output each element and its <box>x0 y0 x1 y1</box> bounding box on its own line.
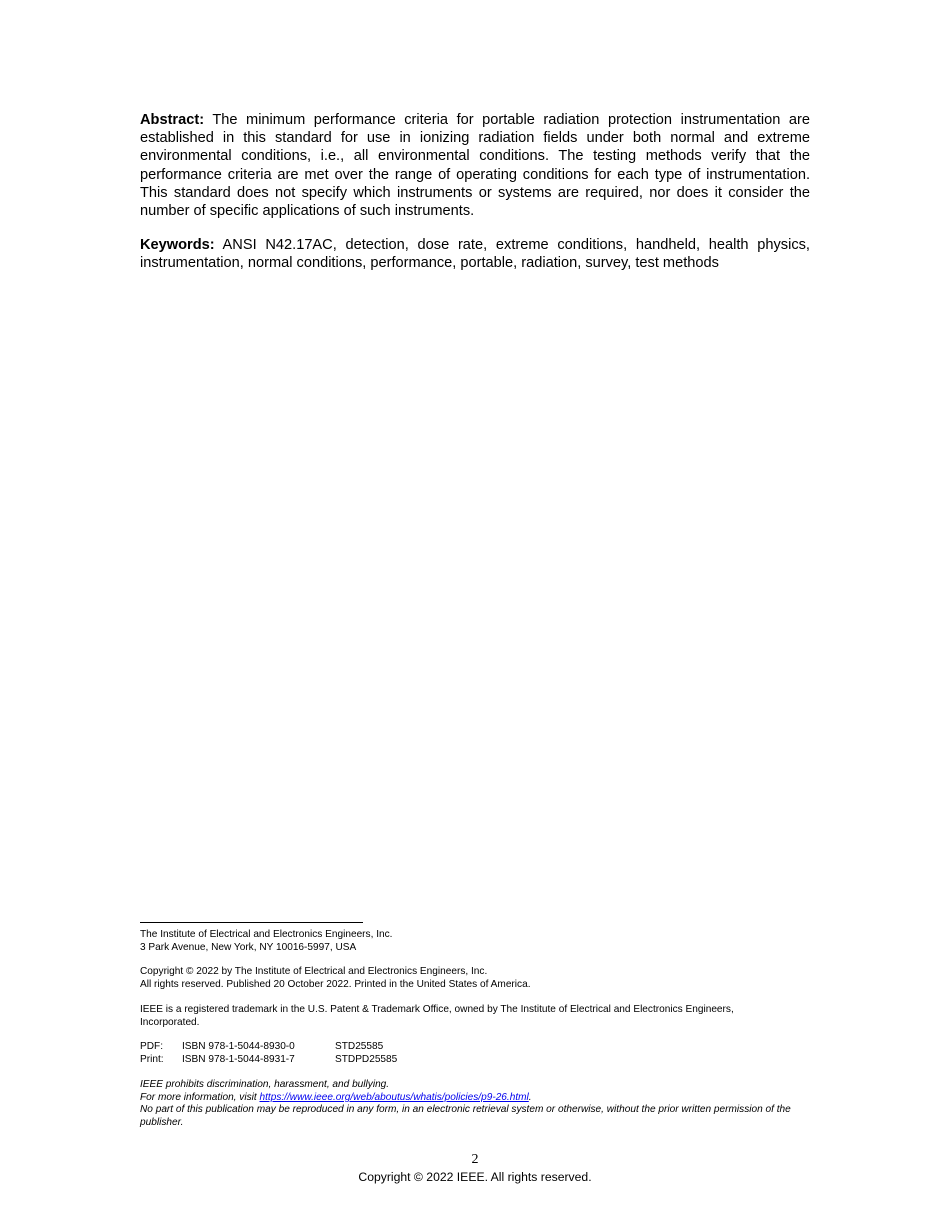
more-info-prefix: For more information, visit <box>140 1091 260 1103</box>
more-info-suffix: . <box>528 1091 532 1103</box>
isbn-number: ISBN 978-1-5044-8931-7 <box>182 1053 295 1065</box>
abstract-text: The minimum performance criteria for portable radiation protection instrumentation are established in this standard for use in ionizing radiation fields under both normal and extreme environmental conditions, i.e., all environmental conditions. The testing methods verify that the performance criteria are met over the range of operating conditions for each type of instrumentation. This standard does not specify which instruments or systems are required, nor does it consider the number of specific applications of such instruments. <box>140 112 810 220</box>
reproduction-notice: No part of this publication may be reproduced in any form, in an electronic retrieval system or otherwise, without the prior written permission of the publisher. <box>140 1104 791 1129</box>
copyright-notice <box>140 966 810 991</box>
trademark-notice <box>140 1004 740 1029</box>
keywords-text: ANSI N42.17AC, detection, dose rate, extreme conditions, handheld, health physics, instrumentation, normal conditions, performance, portable, radiation, survey, test methods <box>140 237 810 272</box>
abstract-label: Abstract: <box>140 112 205 128</box>
isbn-code: STD25585 <box>335 1041 384 1052</box>
copyright-line-2: All rights reserved. Published 20 October 2022. Printed in the United States of America. <box>140 978 531 990</box>
keywords-section <box>140 236 810 272</box>
publisher-name: The Institute of Electrical and Electronics Engineers, Inc. <box>140 929 393 940</box>
keywords-paragraph <box>140 236 810 272</box>
isbn-row-print <box>140 1054 810 1067</box>
harassment-policy-line: IEEE prohibits discrimination, harassment, and bullying. <box>140 1079 390 1090</box>
footnote-divider <box>140 922 363 923</box>
isbn-code: STDPD25585 <box>335 1053 398 1065</box>
isbn-format: PDF: <box>140 1041 163 1052</box>
isbn-format: Print: <box>140 1053 164 1065</box>
publisher-address <box>140 929 810 954</box>
copyright-line-1: Copyright © 2022 by The Institute of Electrical and Electronics Engineers, Inc. <box>140 966 488 977</box>
abstract-section <box>140 111 810 220</box>
footer-copyright: Copyright © 2022 IEEE. All rights reserved. <box>358 1170 592 1184</box>
legal-notice <box>140 1079 810 1130</box>
isbn-row-pdf <box>140 1041 810 1054</box>
more-info-line <box>140 1092 810 1105</box>
policy-link[interactable]: https://www.ieee.org/web/aboutus/whatis/policies/p9-26.html <box>259 1091 529 1103</box>
trademark-text: IEEE is a registered trademark in the U.S. Patent & Trademark Office, owned by The Institute of Electrical and Electronics Engineers, Incorporated. <box>140 1004 734 1028</box>
publisher-street: 3 Park Avenue, New York, NY 10016-5997, USA <box>140 941 357 953</box>
page-number: 2 <box>471 1152 479 1167</box>
isbn-number: ISBN 978-1-5044-8930-0 <box>182 1041 295 1052</box>
abstract-paragraph <box>140 111 810 220</box>
isbn-table <box>140 1041 810 1066</box>
keywords-label: Keywords: <box>140 237 215 253</box>
